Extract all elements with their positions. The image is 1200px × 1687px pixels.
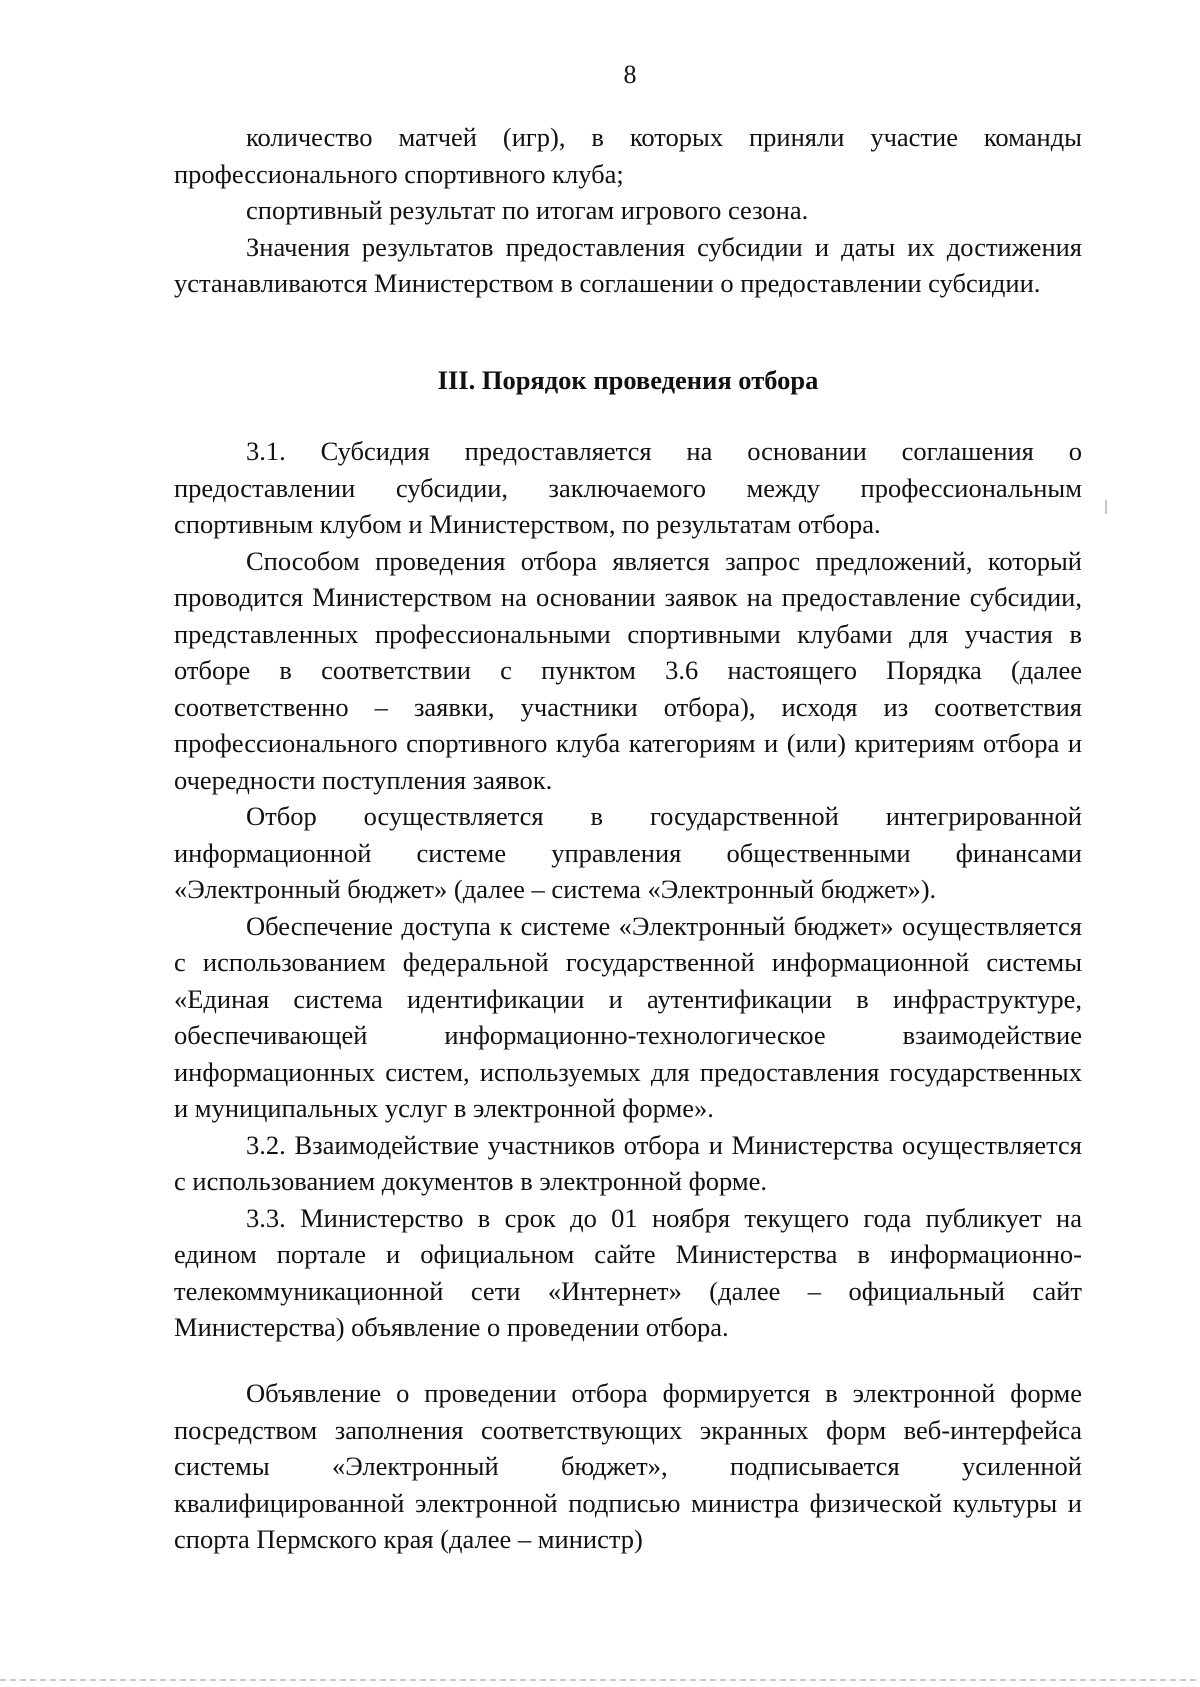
scan-artifact [1105, 500, 1107, 514]
paragraph: Способом проведения отбора является запрос предложений, который проводится Министерством на основании заявок на предоставление субсидии, представленных профессиональными спортивными клубами для участия в отборе в соответствии с пунктом 3.6 настоящего Порядка (далее соответственно – заявки, участники отбора), исходя из соответствия профессионального спортивного клуба категориям и (или) критериям отбора и очередности поступления заявок. [174, 545, 1082, 795]
paragraph: Объявление о проведении отбора формируется в электронной форме посредством заполнения соответствующих экранных форм веб-интерфейса системы «Электронный бюджет», подписывается усиленной квалифицированной электронной подписью министра физической культуры и спорта Пермского края (далее – министр) [174, 1378, 1082, 1554]
intro-text-block [174, 119, 1082, 302]
paragraph: Значения результатов предоставления субсидии и даты их достижения устанавливаются Министерством в соглашении о предоставлении субсидии. [174, 231, 1082, 298]
page-number: 8 [623, 60, 637, 89]
paragraph: Обеспечение доступа к системе «Электронный бюджет» осуществляется с использованием федеральной государственной информационной системы «Единая система идентификации и аутентификации в инфраструктуре, обеспечивающей информационно-технологическое взаимодействие информационных систем, используемых для предоставления государственных и муниципальных услуг в электронной форме». [174, 910, 1082, 1123]
paragraph: 3.1. Субсидия предоставляется на основании соглашения о предоставлении субсидии, заключаемого между профессиональным спортивным клубом и Министерством, по результатам отбора. [174, 436, 1082, 539]
paragraph: 3.3. Министерство в срок до 01 ноября текущего года публикует на едином портале и официальном сайте Министерства в информационно-телекоммуникационной сети «Интернет» (далее – официальный сайт Министерства) объявление о проведении отбора. [174, 1202, 1082, 1342]
section-heading: III. Порядок проведения отбора [437, 365, 819, 395]
paragraph: 3.2. Взаимодействие участников отбора и Министерства осуществляется с использованием документов в электронной форме. [174, 1129, 1082, 1196]
section-text-block [174, 433, 1082, 1346]
paragraph: спортивный результат по итогам игрового сезона. [246, 195, 809, 225]
paragraph: количество матчей (игр), в которых приняли участие команды профессионального спортивного клуба; [174, 122, 1082, 189]
scan-edge-line [0, 1679, 1200, 1681]
paragraph: Отбор осуществляется в государственной интегрированной информационной системе управления общественными финансами «Электронный бюджет» (далее – система «Электронный бюджет»). [174, 801, 1082, 904]
final-text-block [174, 1375, 1082, 1558]
